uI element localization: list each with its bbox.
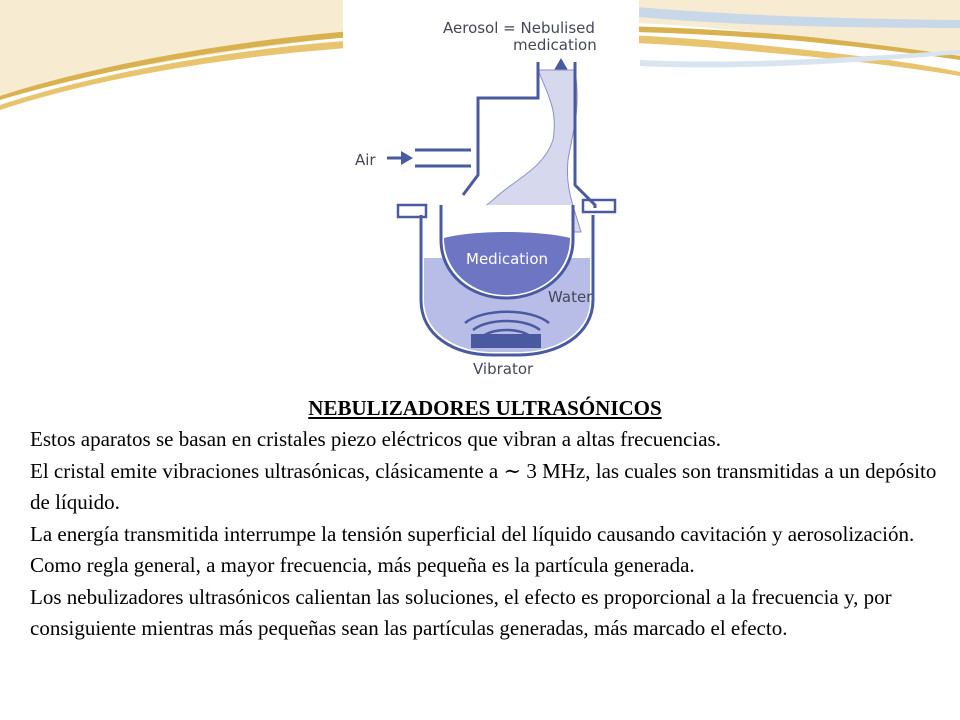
vibrator-label: Vibrator — [473, 360, 534, 378]
slide-title: NEBULIZADORES ULTRASÓNICOS — [308, 396, 662, 420]
paragraph-5: Los nebulizadores ultrasónicos calientan las soluciones, el efecto es proporcional a la frecuencia y, por consiguiente mientras más pequeñas sean las partículas generadas, más marcado el efecto. — [30, 584, 892, 640]
slide-text — [30, 392, 940, 645]
water-label: Water — [548, 288, 593, 306]
paragraph-1: Estos aparatos se basan en cristales piezo eléctricos que vibran a altas frecuencias. — [30, 427, 721, 451]
air-arrow-icon — [387, 151, 413, 165]
paragraph-4: Como regla general, a mayor frecuencia, más pequeña es la partícula generada. — [30, 553, 695, 577]
paragraph-3: La energía transmitida interrumpe la tensión superficial del líquido causando cavitación y aerosolización. — [30, 521, 915, 546]
aerosol-label-line2: medication — [513, 36, 597, 54]
aerosol-label-line1: Aerosol = Nebulised — [443, 19, 595, 37]
air-label: Air — [355, 151, 376, 169]
paragraph-2: El cristal emite vibraciones ultrasónicas, clásicamente a ∼ 3 MHz, las cuales son transmitidas a un depósito de líquido. — [30, 458, 937, 514]
medication-label: Medication — [466, 250, 549, 268]
nebulizer-diagram — [343, 0, 639, 383]
